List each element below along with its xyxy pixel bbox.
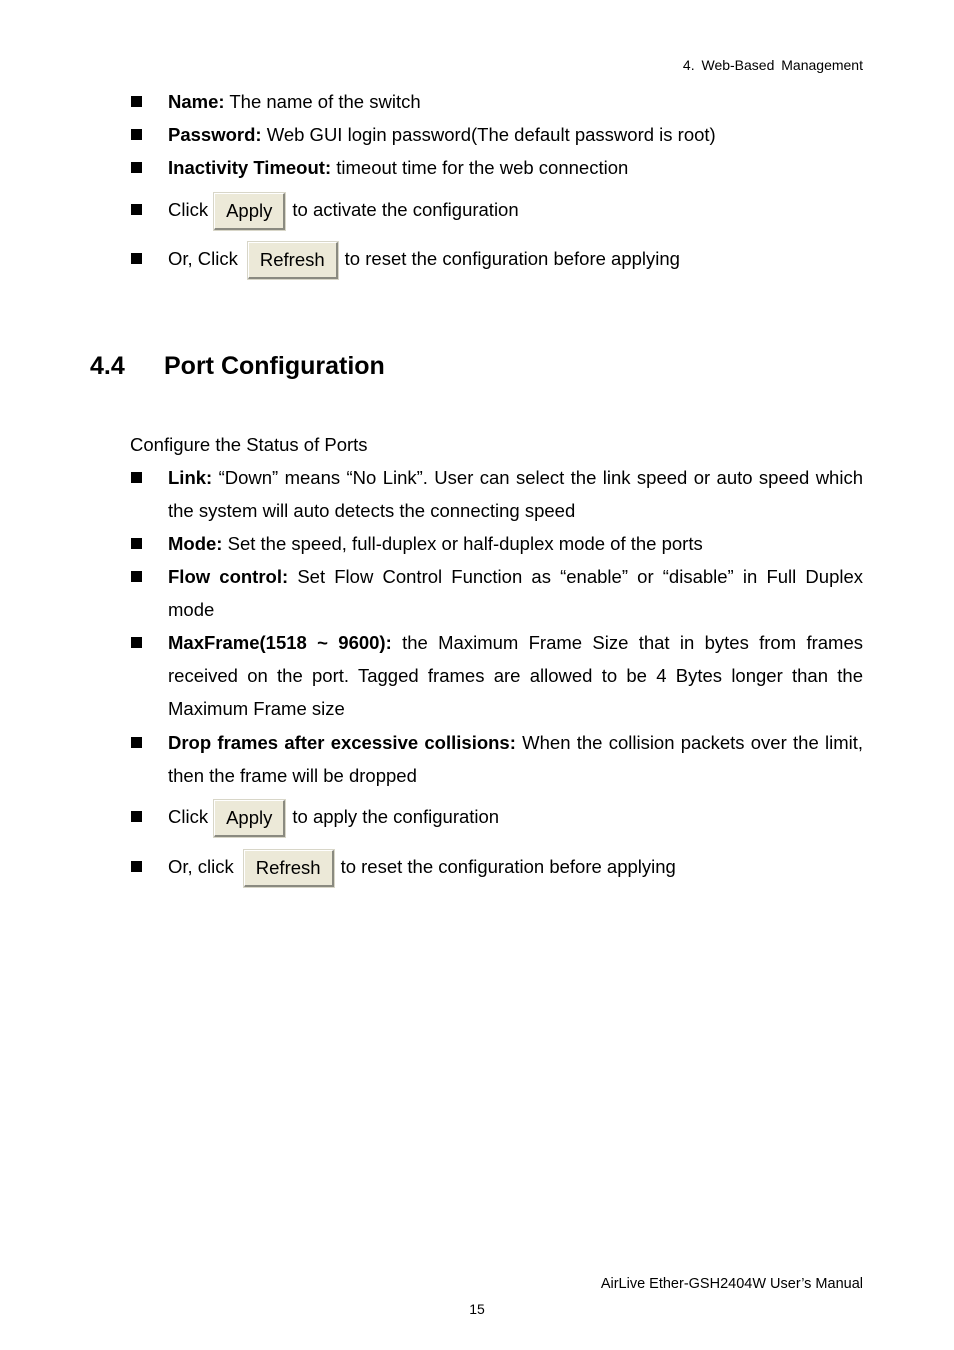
list-item-apply bbox=[168, 191, 863, 230]
running-header: 4. Web-Based Management bbox=[682, 57, 863, 73]
term-description: Web GUI login password(The default password is root) bbox=[266, 124, 716, 145]
instruction-text: to activate the configuration bbox=[292, 199, 519, 220]
bullet-icon bbox=[131, 129, 142, 140]
list-item-mode bbox=[168, 527, 863, 560]
term-label: Flow control: bbox=[168, 566, 289, 587]
bullet-icon bbox=[131, 811, 142, 822]
instruction-text: Or, Click bbox=[168, 248, 238, 269]
list-item-refresh bbox=[168, 848, 863, 887]
refresh-button[interactable]: Refresh bbox=[248, 242, 338, 279]
instruction-text: to apply the configuration bbox=[292, 806, 500, 827]
instruction-text: to reset the configuration before applying bbox=[340, 856, 676, 877]
section-title: Port Configuration bbox=[164, 352, 385, 380]
bullet-icon bbox=[131, 737, 142, 748]
term-description: The name of the switch bbox=[229, 91, 421, 112]
bullet-icon bbox=[131, 538, 142, 549]
page-number: 15 bbox=[469, 1301, 485, 1317]
section-heading bbox=[90, 352, 385, 381]
term-label: Link: bbox=[168, 467, 213, 488]
term-label: MaxFrame(1518 ~ 9600): bbox=[168, 632, 392, 653]
list-item-maxframe bbox=[168, 626, 863, 725]
bullet-icon bbox=[131, 637, 142, 648]
term-label: Name: bbox=[168, 91, 225, 112]
term-description: Set the speed, full-duplex or half-duplex mode of the ports bbox=[227, 533, 703, 554]
list-item-link bbox=[168, 461, 863, 527]
term-label: Inactivity Timeout: bbox=[168, 157, 332, 178]
term-description: the Maximum Frame Size that in bytes from frames received on the port. Tagged frames are allowed to be 4 Bytes longer than the Maximum Frame size bbox=[168, 632, 863, 719]
instruction-text: to reset the configuration before applying bbox=[344, 248, 680, 269]
instruction-text: Click bbox=[168, 199, 209, 220]
bullet-icon bbox=[131, 253, 142, 264]
term-label: Drop frames after excessive collisions: bbox=[168, 732, 516, 753]
list-item-flow-control bbox=[168, 560, 863, 626]
bullet-icon bbox=[131, 571, 142, 582]
term-description: timeout time for the web connection bbox=[336, 157, 629, 178]
term-label: Mode: bbox=[168, 533, 223, 554]
instruction-text: Click bbox=[168, 806, 209, 827]
term-description: Set Flow Control Function as “enable” or “disable” in Full Duplex mode bbox=[168, 566, 864, 620]
section-number: 4.4 bbox=[90, 352, 125, 380]
bullet-icon bbox=[131, 162, 142, 173]
instruction-text: Or, click bbox=[168, 856, 234, 877]
list-item-inactivity-timeout bbox=[168, 151, 863, 184]
bullet-icon bbox=[131, 204, 142, 215]
list-item-apply bbox=[168, 798, 863, 837]
section-intro: Configure the Status of Ports bbox=[130, 434, 368, 455]
term-description: “Down” means “No Link”. User can select the link speed or auto speed which the system will auto detects the connecting speed bbox=[168, 467, 863, 521]
apply-button[interactable]: Apply bbox=[214, 193, 285, 230]
term-label: Password: bbox=[168, 124, 262, 145]
footer-manual-title: AirLive Ether-GSH2404W User’s Manual bbox=[600, 1276, 863, 1292]
list-item-refresh bbox=[168, 240, 863, 279]
list-item-drop-frames bbox=[168, 726, 863, 792]
apply-button[interactable]: Apply bbox=[214, 800, 285, 837]
bullet-icon bbox=[131, 472, 142, 483]
refresh-button[interactable]: Refresh bbox=[244, 850, 334, 887]
term-description: When the collision packets over the limit, then the frame will be dropped bbox=[168, 732, 864, 786]
list-item-name bbox=[168, 85, 863, 118]
bullet-icon bbox=[131, 96, 142, 107]
bullet-icon bbox=[131, 861, 142, 872]
list-item-password bbox=[168, 118, 863, 151]
